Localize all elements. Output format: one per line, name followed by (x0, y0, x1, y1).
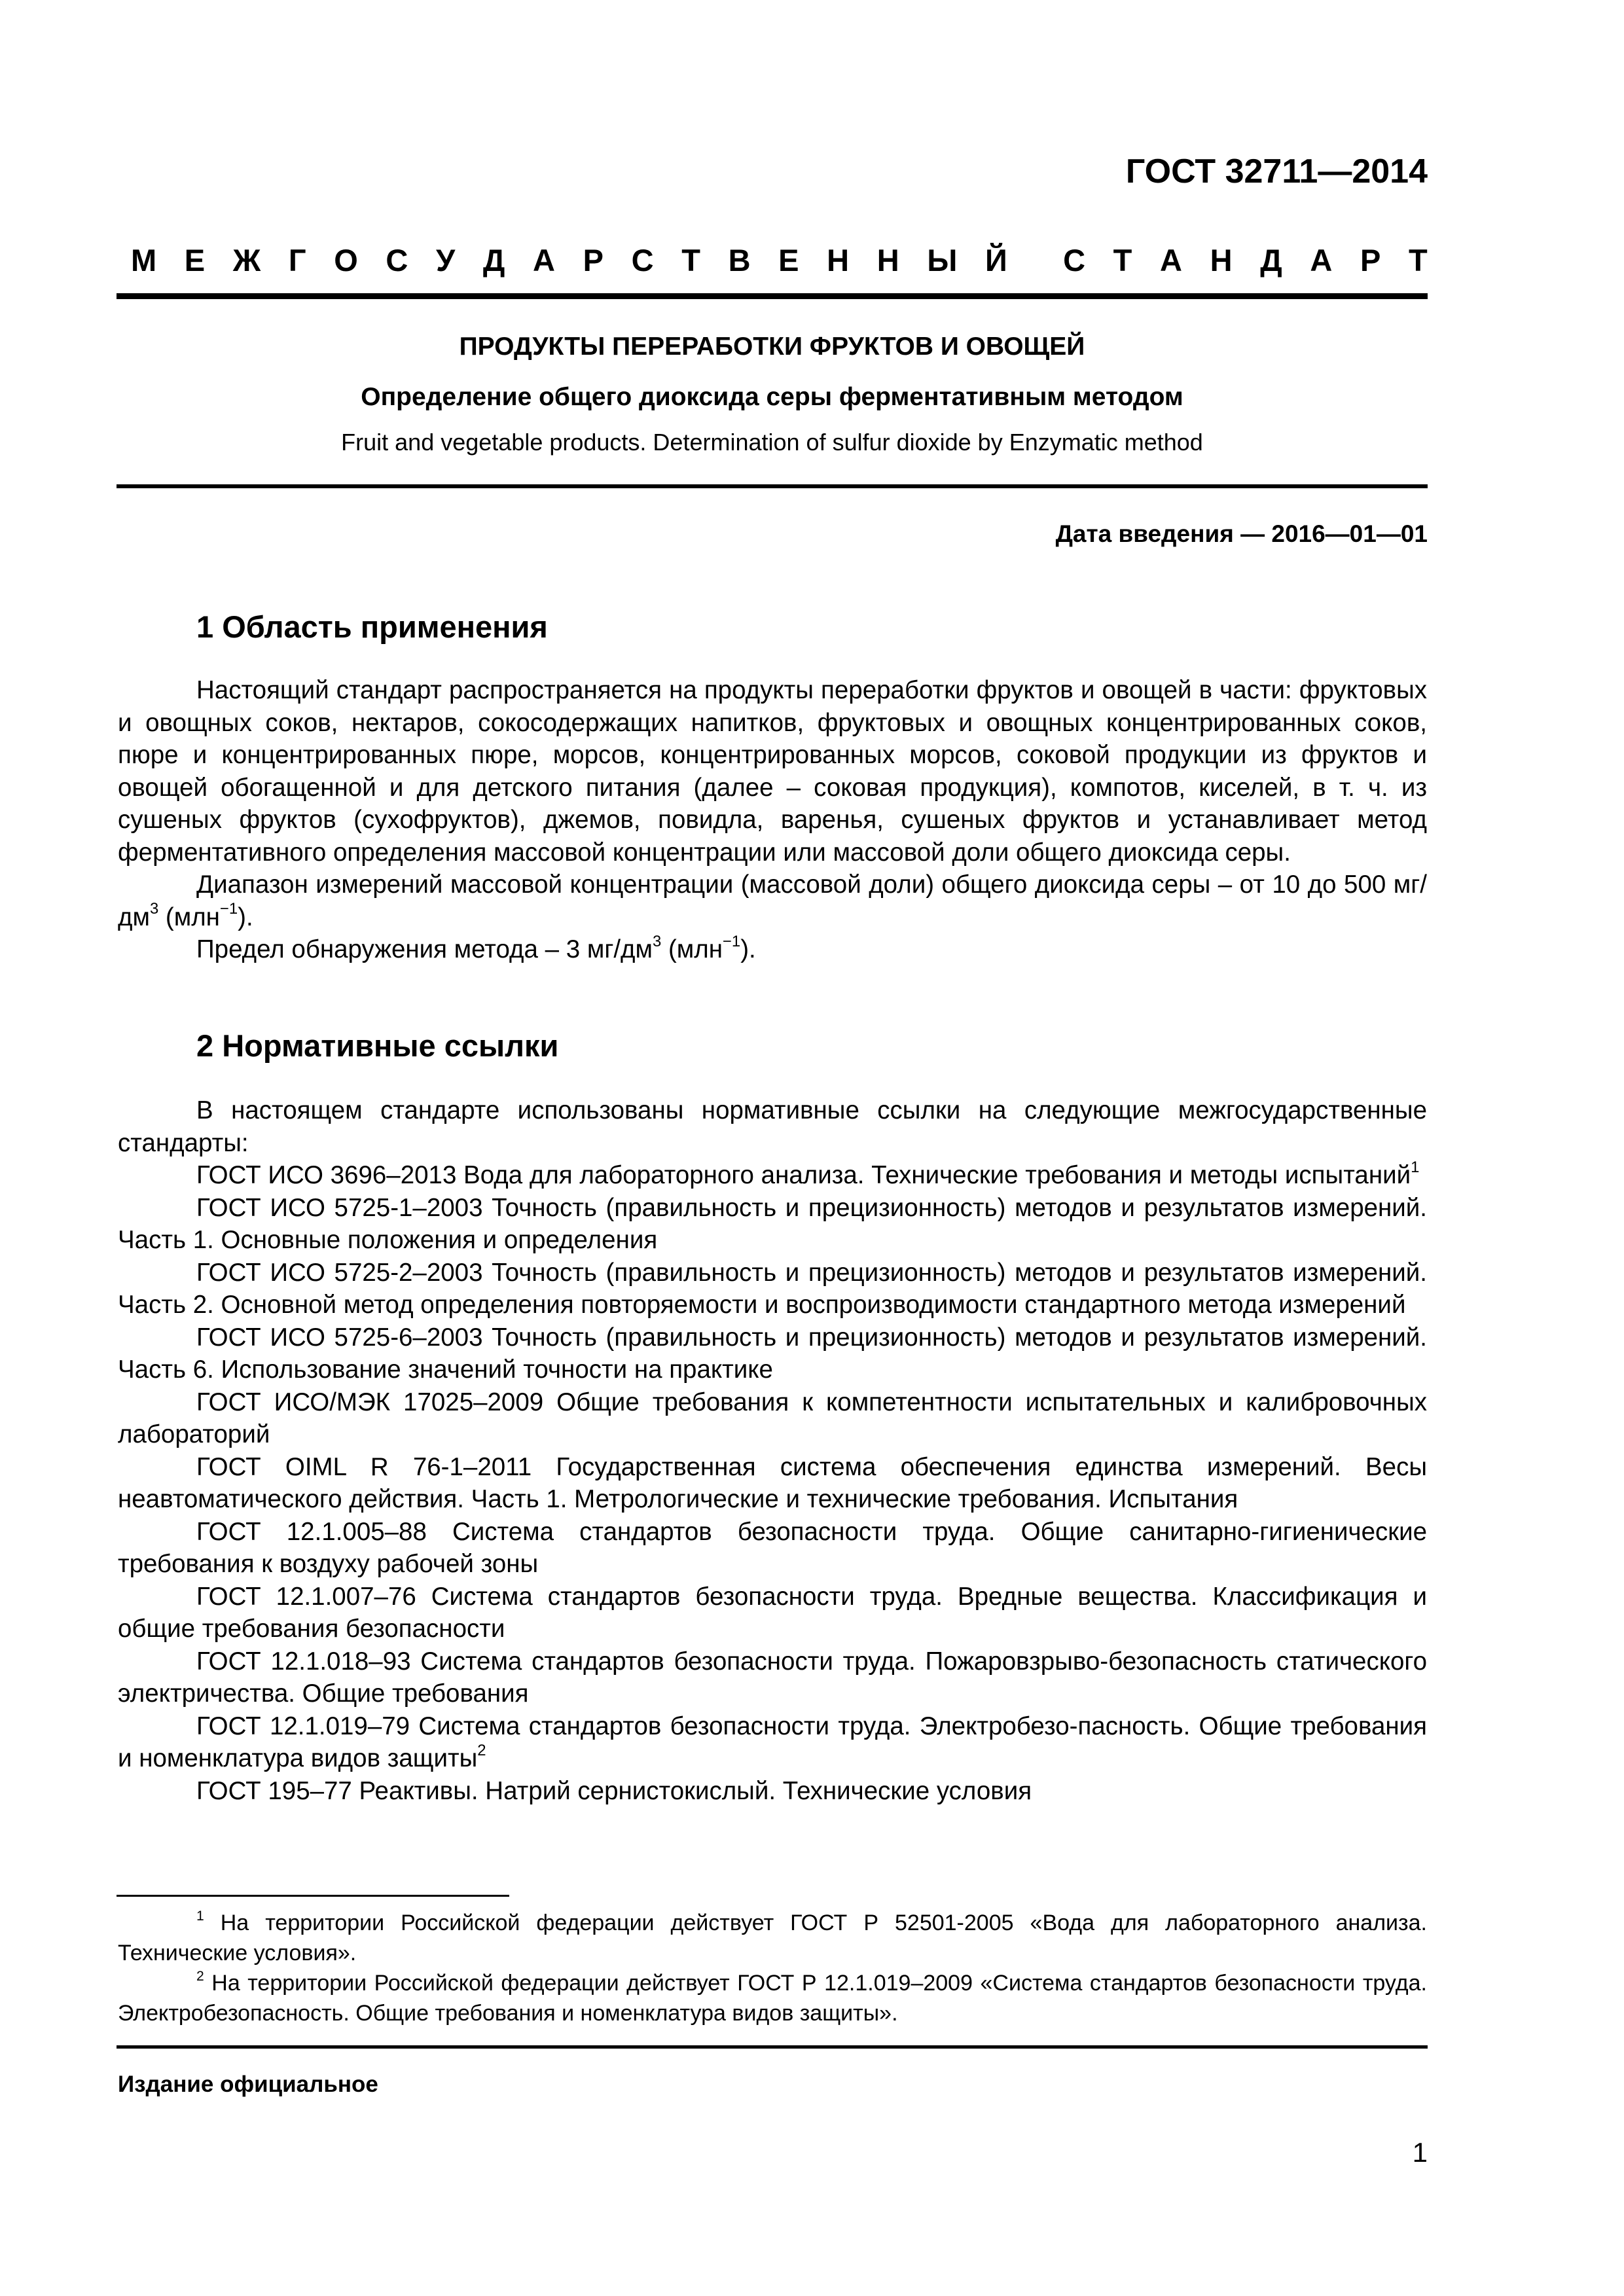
section-1-body (118, 674, 1427, 966)
reference-item: ГОСТ 12.1.019–79 Система стандартов безопасности труда. Электробезо-пасность. Общие требования и номенклатура видов защиты$^2$ (118, 1712, 1427, 1772)
reference-item: ГОСТ ИСО 5725-1–2003 Точность (правильность и прецизионность) методов и результатов измерений. Часть 1. Основные положения и определения (118, 1193, 1427, 1254)
banner-letter: Ы (927, 243, 958, 278)
banner-letter: Н (1210, 243, 1233, 278)
footer-divider (117, 2045, 1428, 2049)
document-english-title: Fruit and vegetable products. Determination of sulfur dioxide by Enzymatic method (341, 429, 1203, 456)
reference-item: ГОСТ 12.1.005–88 Система стандартов безопасности труда. Общие санитарно-гигиенические требования к воздуху рабочей зоны (118, 1517, 1427, 1578)
banner-letter: Й (985, 243, 1007, 278)
references-intro: В настоящем стандарте использованы нормативные ссылки на следующие межгосударственные стандарты: (118, 1096, 1427, 1157)
banner-letter: С (1063, 243, 1086, 278)
page-number: 1 (1412, 2137, 1428, 2168)
official-edition-label: Издание официальное (118, 2072, 378, 2097)
banner-letter: Е (778, 243, 799, 278)
document-number: ГОСТ 32711—2014 (1125, 152, 1428, 190)
section-1-heading: 1 Область применения (196, 609, 548, 644)
banner-letter: С (386, 243, 408, 278)
banner-letter: Н (876, 243, 899, 278)
title-divider (117, 484, 1428, 488)
reference-item: ГОСТ 12.1.007–76 Система стандартов безопасности труда. Вредные вещества. Классификация и общие требования безопасности (118, 1582, 1427, 1643)
footnotes (118, 1908, 1427, 2028)
banner-letter: О (334, 243, 358, 278)
header-divider (117, 293, 1428, 299)
reference-item: ГОСТ 12.1.018–93 Система стандартов безопасности труда. Пожаровзрыво-безопасность статического электричества. Общие требования (118, 1647, 1427, 1708)
measurement-range-paragraph: Диапазон измерений массовой концентрации (массовой доли) общего диоксида серы – от 10 до 500 $мг/дм^3$ (млн$^{-1}$). (118, 870, 1427, 931)
banner-letter: Д (1260, 243, 1282, 278)
banner-letter: Н (827, 243, 850, 278)
banner-letter: Р (583, 243, 604, 278)
banner-letter: Д (482, 243, 505, 278)
reference-item: ГОСТ OIML R 76-1–2011 Государственная система обеспечения единства измерений. Весы неавтоматического действия. Часть 1. Метрологические и технические требования. Испытания (118, 1452, 1427, 1513)
document-subtitle: Определение общего диоксида серы ферментативным методом (361, 383, 1183, 411)
banner-letter: Е (184, 243, 206, 278)
banner-letter: Ж (232, 243, 261, 278)
banner-letter: Р (1360, 243, 1381, 278)
banner-letter: Г (288, 243, 306, 278)
introduction-date: Дата введения — 2016—01—01 (1055, 520, 1428, 547)
footnote-separator (117, 1895, 509, 1897)
reference-item: ГОСТ ИСО/МЭК 17025–2009 Общие требования к компетентности испытательных и калибровочных лабораторий (118, 1388, 1427, 1448)
section-2-heading: 2 Нормативные ссылки (196, 1028, 559, 1063)
footnote-1: $^1$ На территории Российской федерации действует ГОСТ Р 52501-2005 «Вода для лабораторного анализа. Технические условия». (118, 1908, 1427, 1965)
banner-letter: М (131, 243, 157, 278)
banner-letter: А (1160, 243, 1182, 278)
banner-letter: С (631, 243, 654, 278)
banner-letter: Т (1408, 243, 1428, 278)
banner-letter: А (533, 243, 555, 278)
reference-item: ГОСТ ИСО 3696–2013 Вода для лабораторного анализа. Технические требования и методы испытаний$^1$ (196, 1158, 1420, 1189)
reference-item: ГОСТ ИСО 5725-2–2003 Точность (правильность и прецизионность) методов и результатов измерений. Часть 2. Основной метод определения повторяемости и воспроизводимости стандартного метода измерений (118, 1258, 1427, 1319)
footnote-2: $^2$ На территории Российской федерации действует ГОСТ Р 12.1.019–2009 «Система стандартов безопасности труда. Электробезопасность. Общие требования и номенклатура видов защиты». (118, 1968, 1427, 2026)
reference-item: ГОСТ ИСО 5725-6–2003 Точность (правильность и прецизионность) методов и результатов измерений. Часть 6. Использование значений точности на практике (118, 1323, 1427, 1384)
section-2-body (118, 1094, 1427, 1807)
interstate-standard-banner (131, 242, 1428, 278)
document-title: ПРОДУКТЫ ПЕРЕРАБОТКИ ФРУКТОВ И ОВОЩЕЙ (459, 332, 1085, 361)
banner-letter: У (436, 243, 456, 278)
banner-letter: А (1310, 243, 1333, 278)
reference-item: ГОСТ 195–77 Реактивы. Натрий сернистокислый. Технические условия (196, 1776, 1032, 1805)
banner-letter: Т (681, 243, 700, 278)
banner-letter: В (728, 243, 751, 278)
scope-paragraph: Настоящий стандарт распространяется на продукты переработки фруктов и овощей в части: фруктовых и овощных соков, нектаров, сокосодержащих напитков, фруктовых и овощных концентрированных соков, пюре и концентрированных пюре, морсов, концентрированных морсов, соковой продукции из фруктов и овощей обогащенной и для детского питания (далее – соковая продукция), компотов, киселей, в т. ч. из сушеных фруктов (сухофруктов), джемов, повидла, варенья, сушеных фруктов и устанавливает метод ферментативного определения массовой концентрации или массовой доли общего диоксида серы. (118, 676, 1427, 867)
banner-letter: Т (1113, 243, 1132, 278)
detection-limit-paragraph: Предел обнаружения метода – 3 $мг/дм^3$ (млн$^{-1}$). (196, 932, 756, 963)
